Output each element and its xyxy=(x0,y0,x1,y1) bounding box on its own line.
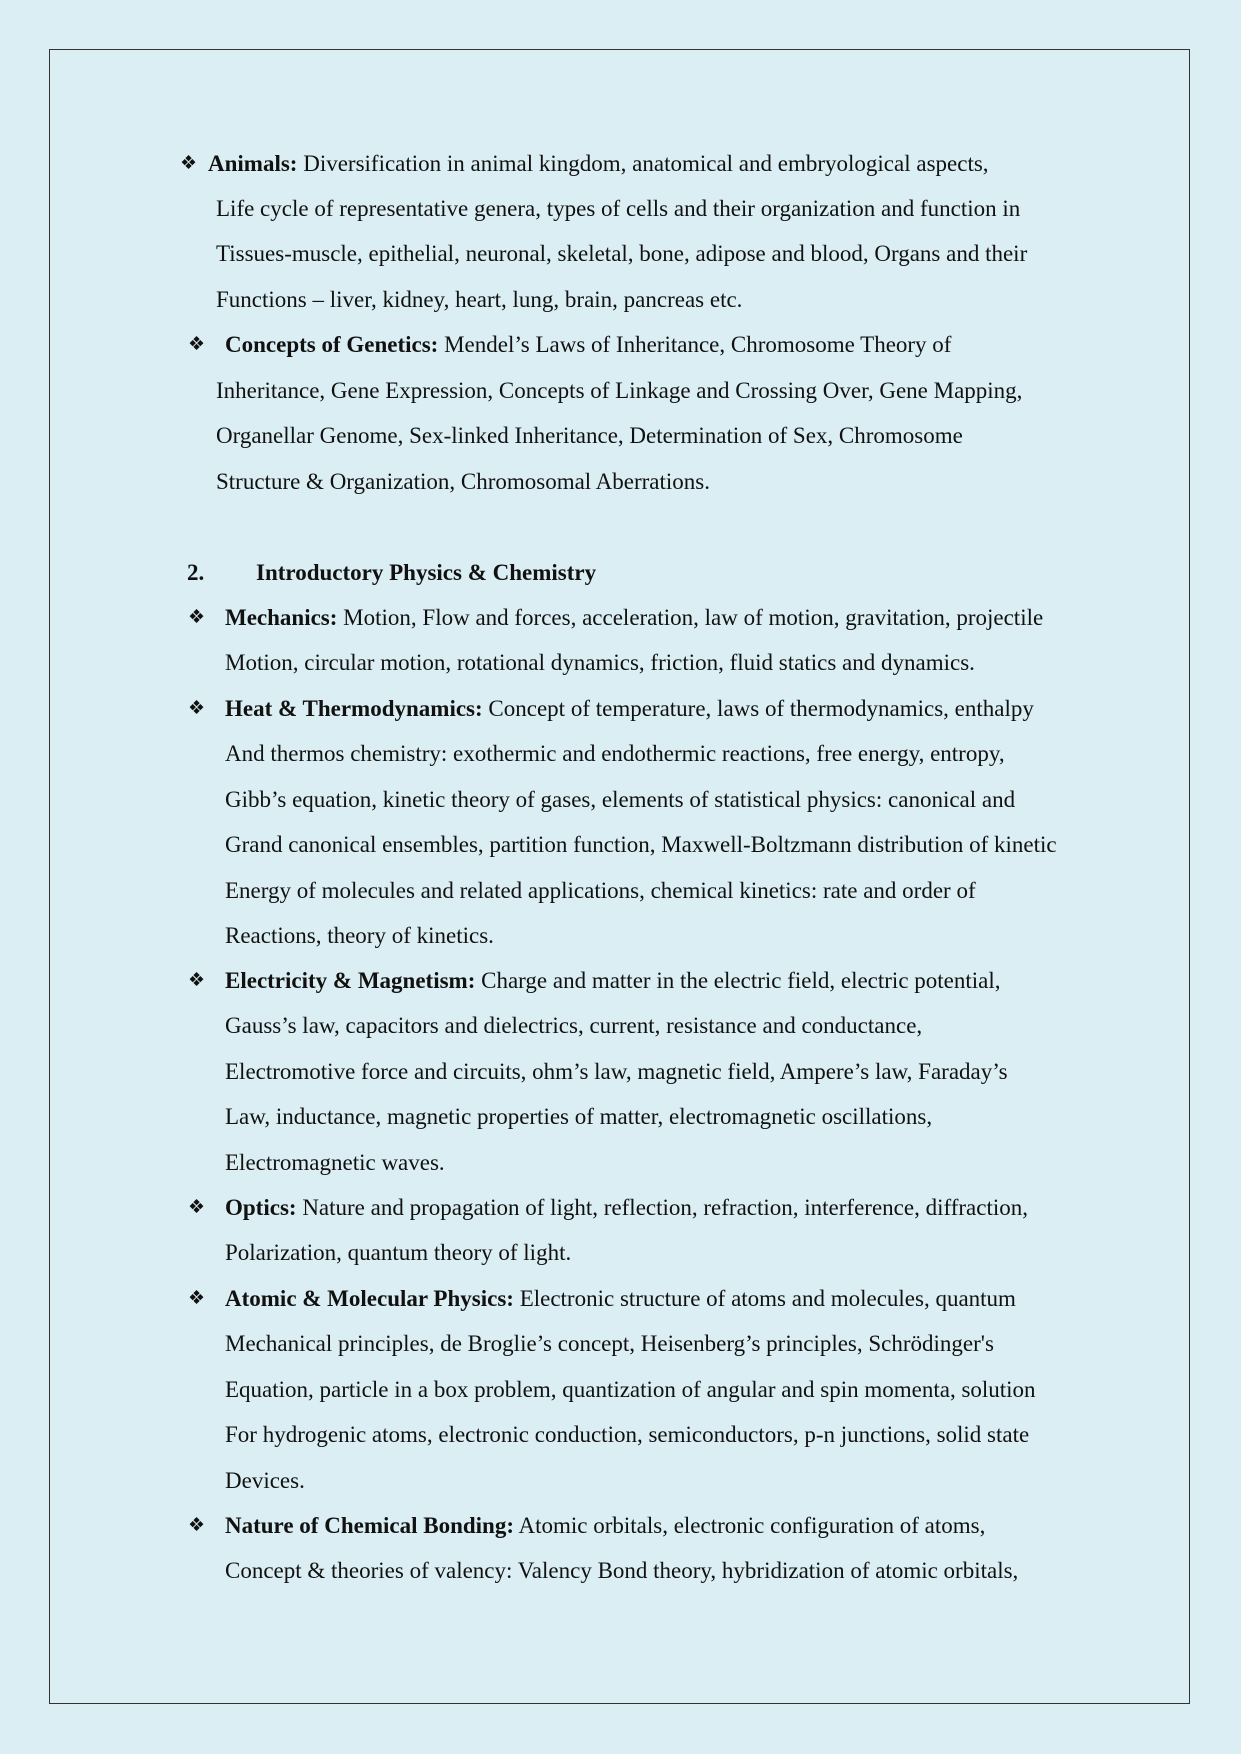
text-line: Devices. xyxy=(225,1467,305,1493)
text-line: Concept & theories of valency: Valency Bond theory, hybridization of atomic orbitals, xyxy=(225,1558,1019,1584)
text-line: Electromotive force and circuits, ohm’s law, magnetic field, Ampere’s law, Faraday’s xyxy=(225,1058,1008,1084)
text-line: Nature and propagation of light, reflection, refraction, interference, diffraction, xyxy=(296,1195,1028,1220)
text-line: Inheritance, Gene Expression, Concepts of Linkage and Crossing Over, Gene Mapping, xyxy=(216,378,1023,403)
term-chemical-bonding: Nature of Chemical Bonding: xyxy=(225,1513,514,1538)
text-line: Grand canonical ensembles, partition function, Maxwell-Boltzmann distribution of kinetic xyxy=(225,832,1057,858)
bullet-icon: ❖ xyxy=(188,1515,206,1536)
term-mechanics: Mechanics: xyxy=(225,605,338,630)
text-line: Functions – liver, kidney, heart, lung, brain, pancreas etc. xyxy=(216,286,743,312)
text-line: Gauss’s law, capacitors and dielectrics, current, resistance and conductance, xyxy=(225,1013,923,1039)
list-item-chemical-bonding xyxy=(225,1503,1018,1594)
text-line: Diversification in animal kingdom, anatomical and embryological aspects, xyxy=(297,151,989,176)
text-line: Mechanical principles, de Broglie’s concept, Heisenberg’s principles, Schrödinger's xyxy=(225,1331,994,1357)
list-item-genetics xyxy=(225,322,951,367)
list-item-mechanics xyxy=(225,595,1043,686)
list-item-optics xyxy=(225,1185,1028,1276)
text-line: Mendel’s Laws of Inheritance, Chromosome Theory of xyxy=(438,332,952,357)
term-atomic-molecular-physics: Atomic & Molecular Physics: xyxy=(225,1286,514,1311)
list-item-animals xyxy=(208,141,989,186)
term-optics: Optics: xyxy=(225,1195,297,1220)
bullet-icon: ❖ xyxy=(188,1288,206,1309)
list-item-thermodynamics xyxy=(225,686,1057,958)
section-title: Introductory Physics & Chemistry xyxy=(256,560,597,585)
text-line: For hydrogenic atoms, electronic conduction, semiconductors, p-n junctions, solid state xyxy=(225,1422,1030,1448)
text-line: Polarization, quantum theory of light. xyxy=(225,1240,572,1266)
list-item-electricity-magnetism xyxy=(225,958,1008,1185)
term-electricity-magnetism: Electricity & Magnetism: xyxy=(225,968,476,993)
list-item-genetics-continuation xyxy=(216,368,1022,504)
term-animals: Animals: xyxy=(208,151,298,176)
text-line: Motion, Flow and forces, acceleration, law of motion, gravitation, projectile xyxy=(337,605,1044,630)
text-line: Reactions, theory of kinetics. xyxy=(225,922,494,948)
text-line: Energy of molecules and related applications, chemical kinetics: rate and order of xyxy=(225,877,976,903)
text-line: Electronic structure of atoms and molecules, quantum xyxy=(513,1286,1016,1311)
bullet-icon: ❖ xyxy=(180,153,198,174)
bullet-icon: ❖ xyxy=(188,698,206,719)
bullet-icon: ❖ xyxy=(188,970,206,991)
text-line: Charge and matter in the electric field, electric potential, xyxy=(475,968,1001,993)
text-line: And thermos chemistry: exothermic and endothermic reactions, free energy, entropy, xyxy=(225,741,1005,767)
text-line: Structure & Organization, Chromosomal Aberrations. xyxy=(216,468,710,494)
text-line: Gibb’s equation, kinetic theory of gases, elements of statistical physics: canonical and xyxy=(225,786,1016,812)
text-line: Organellar Genome, Sex-linked Inheritance, Determination of Sex, Chromosome xyxy=(216,423,963,449)
text-line: Equation, particle in a box problem, quantization of angular and spin momenta, solution xyxy=(225,1376,1036,1402)
list-item-atomic-molecular-physics xyxy=(225,1276,1036,1503)
text-line: Concept of temperature, laws of thermodynamics, enthalpy xyxy=(482,696,1034,721)
bullet-icon: ❖ xyxy=(188,1197,206,1218)
term-genetics: Concepts of Genetics: xyxy=(225,332,439,357)
text-line: Life cycle of representative genera, types of cells and their organization and function in xyxy=(216,196,1021,221)
section-number: 2. xyxy=(187,560,205,585)
text-line: Motion, circular motion, rotational dynamics, friction, fluid statics and dynamics. xyxy=(225,650,975,676)
text-line: Atomic orbitals, electronic configuration of atoms, xyxy=(514,1513,986,1538)
bullet-icon: ❖ xyxy=(188,607,206,628)
list-item-animals-continuation xyxy=(216,186,1027,322)
term-thermodynamics: Heat & Thermodynamics: xyxy=(225,696,483,721)
text-line: Electromagnetic waves. xyxy=(225,1149,445,1175)
bullet-icon: ❖ xyxy=(188,334,206,355)
text-line: Law, inductance, magnetic properties of matter, electromagnetic oscillations, xyxy=(225,1104,933,1130)
text-line: Tissues-muscle, epithelial, neuronal, skeletal, bone, adipose and blood, Organs and their xyxy=(216,241,1028,267)
